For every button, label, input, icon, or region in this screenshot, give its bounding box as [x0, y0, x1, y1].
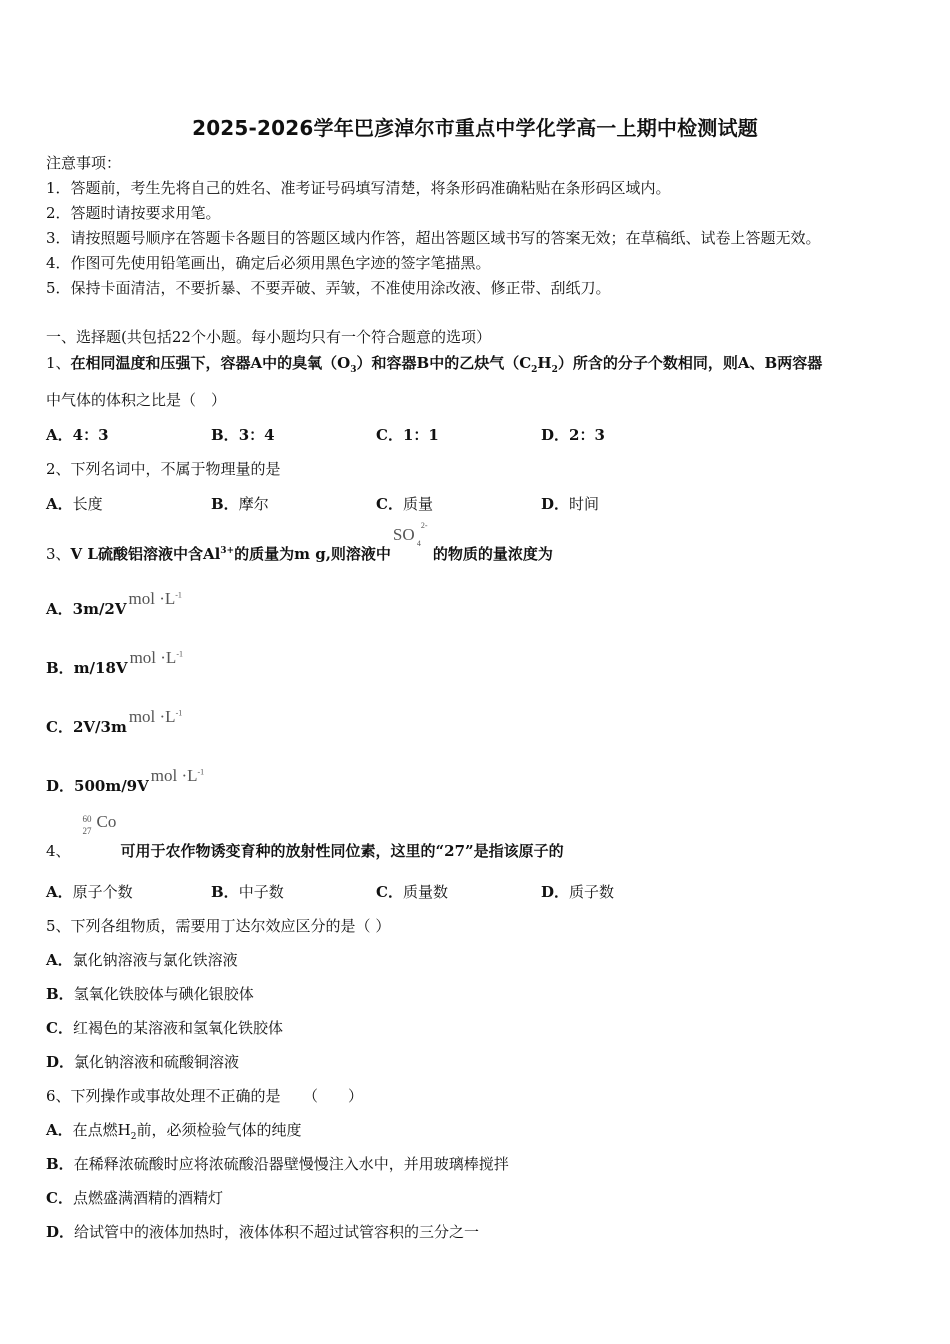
question-number: 2、: [46, 460, 71, 478]
option-c[interactable]: C．红褐色的某溶液和氢氧化铁胶体: [46, 1019, 283, 1037]
q3-text-a: V L硫酸铝溶液中含Al: [70, 545, 221, 563]
question-1-stem: [46, 352, 822, 375]
option-a[interactable]: A．氯化钠溶液与氯化铁溶液: [46, 951, 238, 969]
question-4-stem: [46, 812, 564, 861]
q1-text-b: ）和容器B中的乙炔气（C: [356, 354, 532, 372]
option-b[interactable]: B．氢氧化铁胶体与碘化银胶体: [46, 985, 254, 1003]
question-number: 1、: [46, 354, 71, 372]
q6-text: 下列操作或事故处理不正确的是 （ ）: [70, 1087, 364, 1105]
q5-text: 下列各组物质，需要用丁达尔效应区分的是（ ）: [70, 917, 391, 935]
option-b[interactable]: B．摩尔: [211, 495, 269, 513]
notice-item-1: 1．答题前，考生先将自己的姓名、准考证号码填写清楚，将条形码准确粘贴在条形码区域内。: [46, 179, 671, 197]
option-c[interactable]: C．2V/3mmol $\cdot L^{-1}$: [46, 707, 183, 736]
option-d[interactable]: D．2：3: [541, 426, 605, 444]
option-b[interactable]: B．3：4: [211, 426, 275, 444]
option-d[interactable]: D．质子数: [541, 883, 615, 901]
unit-mol-per-liter: mol $\cdot L^{-1}$: [128, 589, 182, 608]
q3-superscript: 3+: [220, 546, 235, 556]
notice-item-4: 4．作图可先使用铅笔画出，确定后必须用黑色字迹的签字笔描黑。: [46, 254, 491, 272]
section-heading: 一、选择题(共包括22个小题。每小题均只有一个符合题意的选项）: [46, 328, 491, 346]
option-a[interactable]: A．原子个数: [46, 883, 133, 901]
question-4-options: [46, 881, 746, 902]
unit-mol-per-liter: mol $\cdot L^{-1}$: [150, 766, 205, 785]
option-d[interactable]: D．给试管中的液体加热时，液体体积不超过试管容积的三分之一: [46, 1223, 480, 1241]
q3-text-c: 的物质的量浓度为: [432, 545, 553, 563]
notice-item-3: 3．请按照题号顺序在答题卡各题目的答题区域内作答，超出答题区域书写的答案无效；在草稿纸、试卷上答题无效。: [46, 229, 821, 247]
option-c[interactable]: C．1：1: [376, 426, 439, 444]
option-c[interactable]: C．点燃盛满酒精的酒精灯: [46, 1189, 223, 1207]
question-number: 5、: [46, 917, 71, 935]
question-number: 6、: [46, 1087, 71, 1105]
option-a[interactable]: A．3m/2Vmol $\cdot L^{-1}$: [46, 589, 182, 618]
option-d[interactable]: D．时间: [541, 495, 600, 513]
q1-sub: 3: [350, 365, 357, 375]
question-1-stem-line2: 中气体的体积之比是（ ）: [46, 391, 227, 409]
cobalt-isotope-symbol: 60 27 Co: [82, 812, 117, 836]
question-number: 3、: [46, 545, 71, 563]
option-b[interactable]: B．m/18Vmol $\cdot L^{-1}$: [46, 648, 183, 677]
option-c[interactable]: C．质量数: [376, 883, 448, 901]
option-c[interactable]: C．质量: [376, 495, 433, 513]
question-number: 4、: [46, 842, 71, 860]
q4-text: 可用于农作物诱变育种的放射性同位素，这里的“27”是指该原子的: [120, 842, 564, 860]
sulfate-ion-formula: SO 4 2-: [392, 521, 428, 548]
page-title: 2025-2026学年巴彦淖尔市重点中学化学高一上期中检测试题: [192, 116, 758, 140]
unit-mol-per-liter: mol $\cdot L^{-1}$: [129, 648, 183, 667]
option-a[interactable]: A．在点燃$H_2$前，必须检验气体的纯度: [46, 1121, 302, 1142]
q1-text-a: 在相同温度和压强下，容器A中的臭氧（O: [70, 354, 351, 372]
question-1-options: [46, 424, 746, 445]
q3-text-b: 的质量为m g,则溶液中: [234, 545, 391, 563]
option-a[interactable]: A．4：3: [46, 426, 109, 444]
notice-item-2: 2．答题时请按要求用笔。: [46, 204, 221, 222]
notice-heading: 注意事项：: [46, 154, 122, 172]
q1-sub: 2: [531, 365, 538, 375]
question-2-stem: [46, 458, 281, 479]
q1-text-c: H: [537, 354, 552, 372]
option-a[interactable]: A．长度: [46, 495, 103, 513]
option-d[interactable]: D．500m/9Vmol $\cdot L^{-1}$: [46, 766, 205, 795]
question-2-options: [46, 493, 746, 514]
unit-mol-per-liter: mol $\cdot L^{-1}$: [128, 707, 183, 726]
q2-text: 下列名词中，不属于物理量的是: [70, 460, 281, 478]
question-3-stem: [46, 521, 553, 564]
option-b[interactable]: B．中子数: [211, 883, 284, 901]
q1-text-d: ）所含的分子个数相同，则A、B两容器: [557, 354, 823, 372]
option-b[interactable]: B．在稀释浓硫酸时应将浓硫酸沿器壁慢慢注入水中，并用玻璃棒搅拌: [46, 1155, 509, 1173]
question-5-stem: [46, 915, 390, 936]
notice-item-5: 5．保持卡面清洁，不要折暴、不要弄破、弄皱，不准使用涂改液、修正带、刮纸刀。: [46, 279, 611, 297]
option-d[interactable]: D．氯化钠溶液和硫酸铜溶液: [46, 1053, 240, 1071]
q1-sub: 2: [551, 365, 558, 375]
question-6-stem: [46, 1085, 363, 1106]
